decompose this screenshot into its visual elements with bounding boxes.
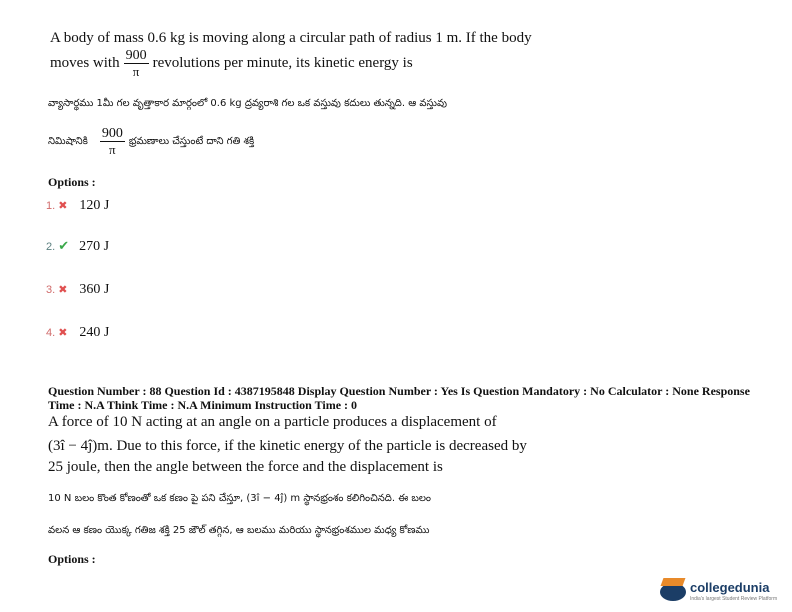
q1-line2-post: revolutions per minute, its kinetic energy is bbox=[152, 55, 413, 71]
wrong-icon: ✖ bbox=[58, 200, 68, 212]
q2-telugu-line1: 10 N బలం కొంత కోణంతో ఒక కణం పై పని చేస్తూ, (3î − 4ĵ) m స్థానభ్రంశం కలిగించినది. ఈ బలం bbox=[48, 493, 431, 504]
q2-text-line1: A force of 10 N acting at an angle on a particle produces a displacement of bbox=[48, 414, 497, 430]
q1-option-1[interactable] bbox=[46, 196, 109, 214]
q1-telugu-line1: వ్యాసార్థము 1మీ గల వృత్తాకార మార్గంలో 0.6 kg ద్రవ్యరాశి గల ఒక వస్తువు కదులు తున్నది. ఆ వస్తువు bbox=[48, 98, 447, 109]
q1-telugu-fraction-denominator: π bbox=[109, 142, 116, 157]
logo-tagline: India's largest Student Review Platform bbox=[690, 596, 778, 602]
option-value: 270 J bbox=[79, 239, 110, 254]
wrong-icon: ✖ bbox=[58, 327, 68, 339]
q1-line2-pre: moves with bbox=[50, 55, 120, 71]
option-number: 4. bbox=[46, 327, 56, 339]
option-value: 120 J bbox=[79, 198, 110, 213]
graduation-cap-icon bbox=[661, 578, 686, 586]
q1-option-2[interactable] bbox=[46, 237, 109, 255]
q1-telugu-line2-pre: నిమిషానికి bbox=[48, 135, 88, 147]
wrong-icon: ✖ bbox=[58, 284, 68, 296]
q1-fraction-denominator: π bbox=[132, 64, 140, 79]
collegedunia-logo bbox=[660, 577, 788, 605]
check-icon: ✔ bbox=[58, 238, 70, 253]
q2-text-line3: 25 joule, then the angle between the force and the displacement is bbox=[48, 459, 443, 475]
option-number: 3. bbox=[46, 284, 56, 296]
q1-telugu-fraction bbox=[100, 126, 125, 157]
q1-text-line1: A body of mass 0.6 kg is moving along a circular path of radius 1 m. If the body bbox=[50, 30, 532, 46]
q1-option-3[interactable] bbox=[46, 280, 109, 298]
q2-meta-line1: Question Number : 88 Question Id : 4387195848 Display Question Number : Yes Is Question Mandatory : No Calculator : None Response bbox=[48, 384, 750, 398]
q1-fraction-numerator: 900 bbox=[125, 48, 147, 63]
q1-option-4[interactable] bbox=[46, 323, 109, 341]
option-value: 360 J bbox=[79, 282, 110, 297]
q2-telugu-line2: వలన ఆ కణం యొక్క గతిజ శక్తి 25 జౌల్ తగ్గిన, ఆ బలము మరియు స్థానభ్రంశముల మధ్య కోణము bbox=[48, 525, 430, 536]
q1-text-line2 bbox=[50, 48, 413, 79]
q2-options-label: Options : bbox=[48, 552, 96, 566]
q2-text-line2: (3î − 4ĵ)m. Due to this force, if the kinetic energy of the particle is decreased by bbox=[48, 438, 527, 454]
option-value: 240 J bbox=[79, 325, 110, 340]
q1-fraction bbox=[124, 48, 149, 79]
q2-meta-line2: Time : N.A Think Time : N.A Minimum Instruction Time : 0 bbox=[48, 398, 358, 412]
option-number: 1. bbox=[46, 200, 56, 212]
q1-telugu-line2 bbox=[48, 126, 254, 157]
logo-name: collegedunia bbox=[690, 580, 770, 595]
q1-telugu-line2-post: భ్రమణాలు చేస్తుంటే దాని గతి శక్తి bbox=[128, 135, 255, 147]
q1-options-label: Options : bbox=[48, 175, 96, 189]
option-number: 2. bbox=[46, 241, 56, 253]
q1-telugu-fraction-numerator: 900 bbox=[101, 126, 123, 141]
